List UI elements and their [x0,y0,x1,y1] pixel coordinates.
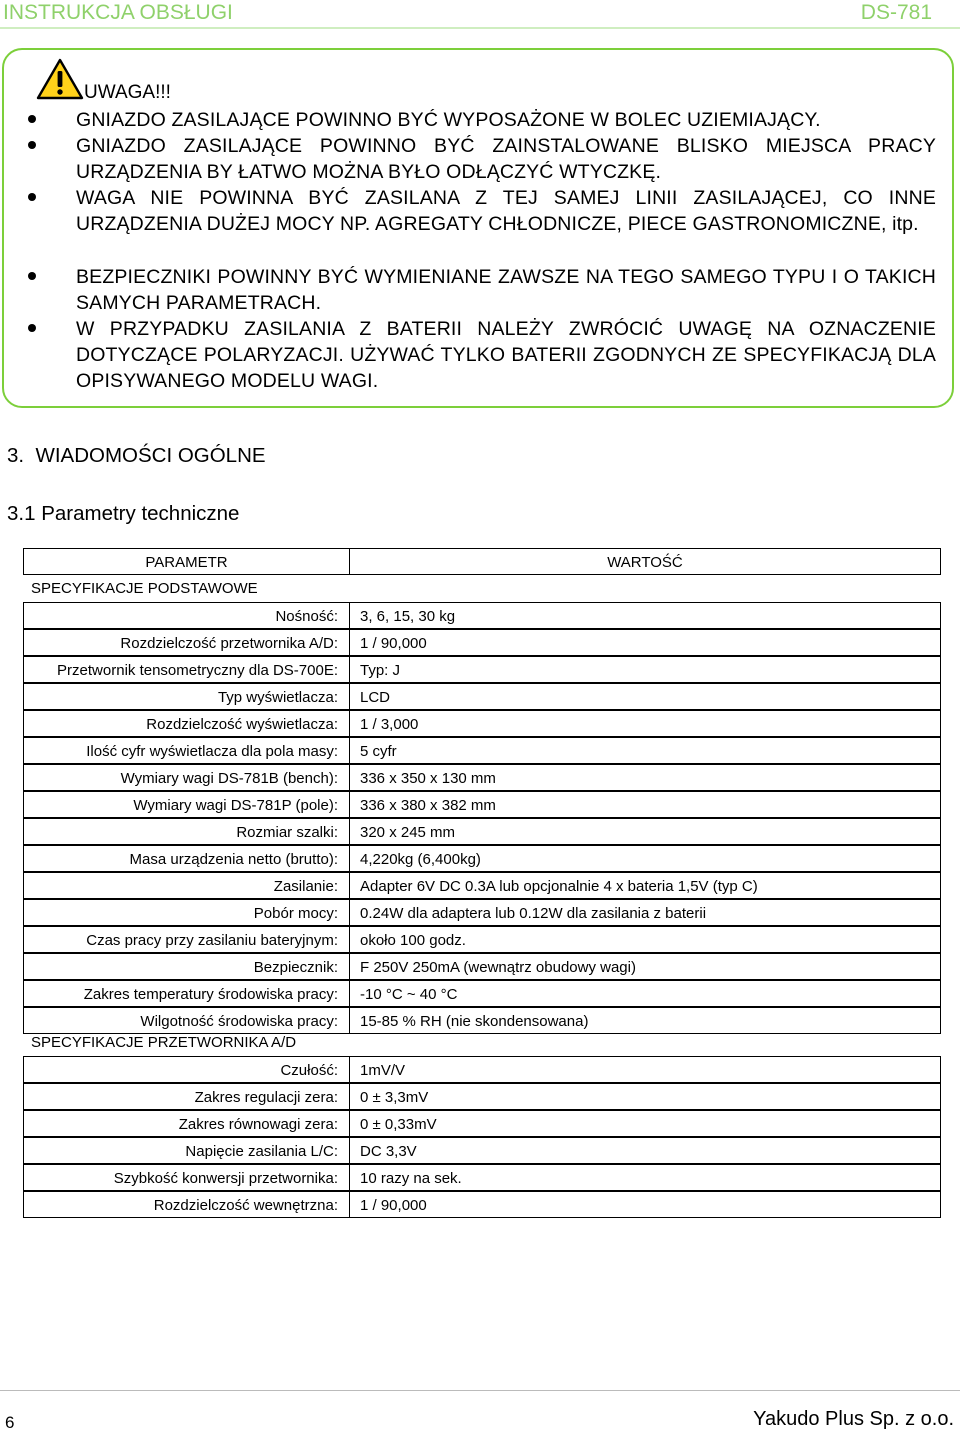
warning-item [28,185,936,237]
param-value: 336 x 350 x 130 mm [350,764,941,791]
param-value: 1 / 90,000 [350,1191,941,1218]
param-value: 5 cyfr [350,737,941,764]
param-label: Zakres regulacji zera: [23,1083,350,1110]
warning-item-text: WAGA NIE POWINNA BYĆ ZASILANA Z TEJ SAMEJ LINII ZASILAJĄCEJ, CO INNE URZĄDZENIA DUŻEJ MOCY NP. AGREGATY CHŁODNICZE, PIECE GASTRONOMICZNE, itp. [76,187,936,235]
table-row [23,1137,941,1164]
table-row [23,818,941,845]
table-row [23,791,941,818]
param-label: Zakres równowagi zera: [23,1110,350,1137]
param-value: 0 ± 0,33mV [350,1110,941,1137]
company-name: Yakudo Plus Sp. z o.o. [753,1408,954,1430]
param-value: 10 razy na sek. [350,1164,941,1191]
param-label: Bezpiecznik: [23,953,350,980]
subsection-heading: 3.1 Parametry techniczne [7,502,240,525]
param-label: Ilość cyfr wyświetlacza dla pola masy: [23,737,350,764]
table-row [23,899,941,926]
table-row [23,1164,941,1191]
param-value: -10 °C ~ 40 °C [350,980,941,1007]
bullet-icon [28,272,36,280]
table-row [23,953,941,980]
page-header [0,0,960,28]
warning-label: UWAGA!!! [84,82,171,103]
param-value: 0.24W dla adaptera lub 0.12W dla zasilania z baterii [350,899,941,926]
param-value: 0 ± 3,3mV [350,1083,941,1110]
warning-triangle-icon [36,58,84,100]
param-value: około 100 godz. [350,926,941,953]
bullet-icon [28,115,36,123]
table-row [23,737,941,764]
table-row [23,602,941,629]
table-row [23,1191,941,1218]
param-label: Wilgotność środowiska pracy: [23,1007,350,1034]
warning-item [28,133,936,185]
param-label: Napięcie zasilania L/C: [23,1137,350,1164]
table-row [23,980,941,1007]
header-value: WARTOŚĆ [350,548,941,575]
param-label: Rozdzielczość wyświetlacza: [23,710,350,737]
warning-item [28,264,936,316]
table-row [23,764,941,791]
bullet-icon [28,141,36,149]
warning-item [28,107,821,133]
warning-item-text: GNIAZDO ZASILAJĄCE POWINNO BYĆ ZAINSTALOWANE BLISKO MIEJSCA PRACY URZĄDZENIA BY ŁATWO MOŻNA BYŁO ODŁĄCZYĆ WTYCZKĘ. [76,135,936,183]
table-section-row [23,1029,941,1056]
header-divider [0,27,960,29]
bullet-icon [28,324,36,332]
table-row [23,1083,941,1110]
section-heading: 3. WIADOMOŚCI OGÓLNE [7,444,266,467]
param-value: 320 x 245 mm [350,818,941,845]
param-value: DC 3,3V [350,1137,941,1164]
param-label: Typ wyświetlacza: [23,683,350,710]
warning-item-text: GNIAZDO ZASILAJĄCE POWINNO BYĆ WYPOSAŻONE W BOLEC UZIEMIAJĄCY. [76,109,821,131]
param-value: Adapter 6V DC 0.3A lub opcjonalnie 4 x bateria 1,5V (typ C) [350,872,941,899]
section-ad-label: SPECYFIKACJE PRZETWORNIKA A/D [31,1034,297,1051]
param-value: 4,220kg (6,400kg) [350,845,941,872]
footer-divider [0,1390,960,1391]
warning-item-text: W PRZYPADKU ZASILANIA Z BATERII NALEŻY ZWRÓCIĆ UWAGĘ NA OZNACZENIE DOTYCZĄCE POLARYZACJI. UŻYWAĆ TYLKO BATERII ZGODNYCH ZE SPECYFIKACJĄ DLA OPISYWANEGO MODELU WAGI. [76,318,936,392]
param-value: 1mV/V [350,1056,941,1083]
param-label: Rozdzielczość przetwornika A/D: [23,629,350,656]
param-label: Wymiary wagi DS-781P (pole): [23,791,350,818]
table-row [23,683,941,710]
section-basic-label: SPECYFIKACJE PODSTAWOWE [31,580,258,597]
page-number: 6 [5,1413,15,1432]
param-label: Rozmiar szalki: [23,818,350,845]
param-label: Szybkość konwersji przetwornika: [23,1164,350,1191]
header-model: DS-781 [860,1,932,24]
param-value: 1 / 3,000 [350,710,941,737]
param-label: Czułość: [23,1056,350,1083]
param-value: Typ: J [350,656,941,683]
param-label: Zakres temperatury środowiska pracy: [23,980,350,1007]
warning-item [28,316,936,394]
param-value: 3, 6, 15, 30 kg [350,602,941,629]
param-value: 15-85 % RH (nie skondensowana) [350,1007,941,1034]
param-label: Zasilanie: [23,872,350,899]
param-label: Masa urządzenia netto (brutto): [23,845,350,872]
table-row [23,845,941,872]
table-row [23,656,941,683]
table-row [23,1110,941,1137]
param-value: 336 x 380 x 382 mm [350,791,941,818]
table-header-row [23,548,941,575]
param-value: 1 / 90,000 [350,629,941,656]
header-manual-title: INSTRUKCJA OBSŁUGI [3,1,233,24]
table-section-row [23,575,941,602]
table-row [23,710,941,737]
header-param: PARAMETR [23,548,350,575]
bullet-icon [28,193,36,201]
table-row [23,926,941,953]
param-value: F 250V 250mA (wewnątrz obudowy wagi) [350,953,941,980]
param-label: Przetwornik tensometryczny dla DS-700E: [23,656,350,683]
param-label: Czas pracy przy zasilaniu bateryjnym: [23,926,350,953]
table-row [23,872,941,899]
param-label: Pobór mocy: [23,899,350,926]
param-label: Nośność: [23,602,350,629]
table-row [23,629,941,656]
param-label: Rozdzielczość wewnętrzna: [23,1191,350,1218]
param-value: LCD [350,683,941,710]
param-label: Wymiary wagi DS-781B (bench): [23,764,350,791]
table-row [23,1056,941,1083]
warning-item-text: BEZPIECZNIKI POWINNY BYĆ WYMIENIANE ZAWSZE NA TEGO SAMEGO TYPU I O TAKICH SAMYCH PARAMETRACH. [76,266,936,314]
